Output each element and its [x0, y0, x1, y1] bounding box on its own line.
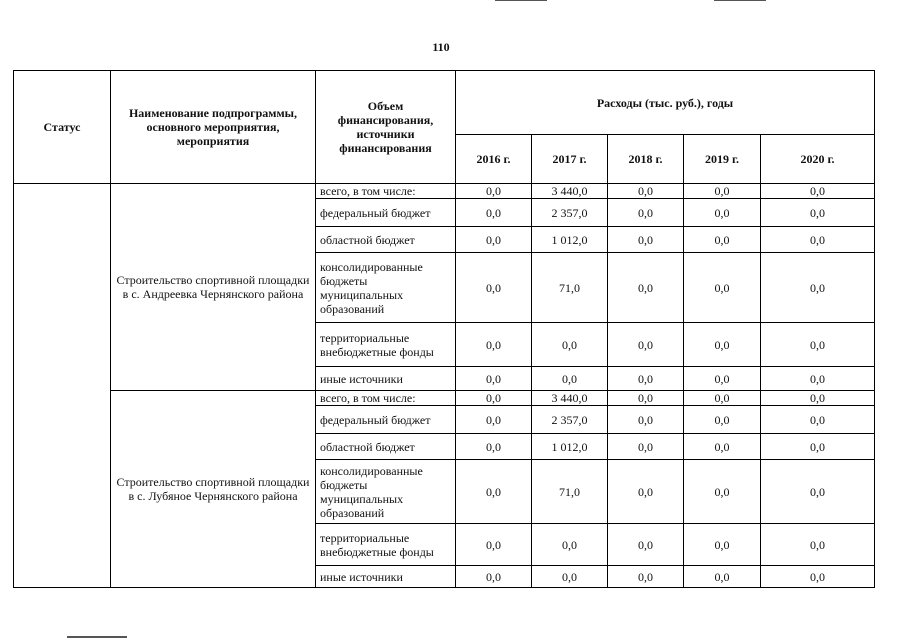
value-cell: 0,0 [456, 227, 532, 253]
value-cell: 0,0 [456, 406, 532, 434]
source-label: территориальные внебюджетные фонды [316, 524, 456, 566]
value-cell: 0,0 [761, 227, 875, 253]
value-cell: 0,0 [608, 199, 684, 227]
value-cell: 0,0 [532, 323, 608, 367]
value-cell: 0,0 [608, 406, 684, 434]
source-label: территориальные внебюджетные фонды [316, 323, 456, 367]
value-cell: 0,0 [608, 253, 684, 323]
value-cell: 1 012,0 [532, 434, 608, 460]
value-cell: 0,0 [684, 406, 761, 434]
value-cell: 0,0 [456, 184, 532, 199]
header-name: Наименование подпрограммы, основного мероприятия, мероприятия [111, 71, 316, 184]
value-cell: 0,0 [684, 460, 761, 524]
value-cell: 0,0 [684, 199, 761, 227]
value-cell: 0,0 [532, 367, 608, 391]
value-cell: 0,0 [684, 566, 761, 588]
source-label: иные источники [316, 566, 456, 588]
source-label: иные источники [316, 367, 456, 391]
value-cell: 0,0 [608, 434, 684, 460]
header-expenses: Расходы (тыс. руб.), годы [456, 71, 875, 135]
value-cell: 0,0 [684, 184, 761, 199]
value-cell: 0,0 [684, 253, 761, 323]
value-cell: 0,0 [761, 566, 875, 588]
table-header [14, 71, 875, 184]
table-body [14, 184, 875, 588]
scan-mark-top-right [714, 0, 766, 1]
value-cell: 0,0 [532, 524, 608, 566]
table-row [14, 184, 875, 199]
value-cell: 3 440,0 [532, 184, 608, 199]
header-year: 2020 г. [761, 135, 875, 184]
value-cell: 0,0 [761, 391, 875, 406]
source-label: консолидированные бюджеты муниципальных образований [316, 460, 456, 524]
value-cell: 0,0 [456, 367, 532, 391]
scan-mark-top-left [495, 0, 547, 1]
value-cell: 0,0 [456, 460, 532, 524]
activity-name: Строительство спортивной площадки в с. Лубяное Чернянского района [111, 391, 316, 588]
source-label: федеральный бюджет [316, 406, 456, 434]
value-cell: 0,0 [761, 323, 875, 367]
value-cell: 0,0 [532, 566, 608, 588]
value-cell: 71,0 [532, 460, 608, 524]
value-cell: 0,0 [456, 524, 532, 566]
header-year: 2018 г. [608, 135, 684, 184]
budget-table [13, 70, 875, 588]
value-cell: 0,0 [761, 524, 875, 566]
header-volume: Объем финансирования, источники финансирования [316, 71, 456, 184]
source-label: федеральный бюджет [316, 199, 456, 227]
value-cell: 0,0 [456, 391, 532, 406]
value-cell: 3 440,0 [532, 391, 608, 406]
header-year: 2016 г. [456, 135, 532, 184]
value-cell: 0,0 [608, 227, 684, 253]
value-cell: 0,0 [608, 460, 684, 524]
value-cell: 0,0 [684, 323, 761, 367]
value-cell: 0,0 [456, 323, 532, 367]
source-label: всего, в том числе: [316, 184, 456, 199]
header-status: Статус [14, 71, 111, 184]
value-cell: 0,0 [456, 253, 532, 323]
page-number: 110 [432, 40, 450, 54]
value-cell: 0,0 [761, 460, 875, 524]
header-year: 2017 г. [532, 135, 608, 184]
table-row [14, 391, 875, 406]
value-cell: 0,0 [608, 524, 684, 566]
value-cell: 0,0 [456, 566, 532, 588]
value-cell: 0,0 [761, 367, 875, 391]
source-label: консолидированные бюджеты муниципальных образований [316, 253, 456, 323]
value-cell: 0,0 [761, 434, 875, 460]
value-cell: 0,0 [761, 199, 875, 227]
scan-mark-bottom [67, 636, 127, 638]
value-cell: 0,0 [684, 391, 761, 406]
source-label: областной бюджет [316, 227, 456, 253]
value-cell: 0,0 [684, 434, 761, 460]
value-cell: 0,0 [684, 524, 761, 566]
value-cell: 2 357,0 [532, 199, 608, 227]
value-cell: 0,0 [608, 184, 684, 199]
source-label: всего, в том числе: [316, 391, 456, 406]
value-cell: 71,0 [532, 253, 608, 323]
value-cell: 2 357,0 [532, 406, 608, 434]
value-cell: 0,0 [456, 199, 532, 227]
value-cell: 1 012,0 [532, 227, 608, 253]
value-cell: 0,0 [761, 184, 875, 199]
value-cell: 0,0 [608, 367, 684, 391]
value-cell: 0,0 [684, 227, 761, 253]
value-cell: 0,0 [761, 253, 875, 323]
header-year: 2019 г. [684, 135, 761, 184]
value-cell: 0,0 [684, 367, 761, 391]
value-cell: 0,0 [608, 391, 684, 406]
source-label: областной бюджет [316, 434, 456, 460]
value-cell: 0,0 [608, 566, 684, 588]
value-cell: 0,0 [456, 434, 532, 460]
status-cell [14, 184, 111, 588]
value-cell: 0,0 [608, 323, 684, 367]
value-cell: 0,0 [761, 406, 875, 434]
activity-name: Строительство спортивной площадки в с. Андреевка Чернянского района [111, 184, 316, 391]
